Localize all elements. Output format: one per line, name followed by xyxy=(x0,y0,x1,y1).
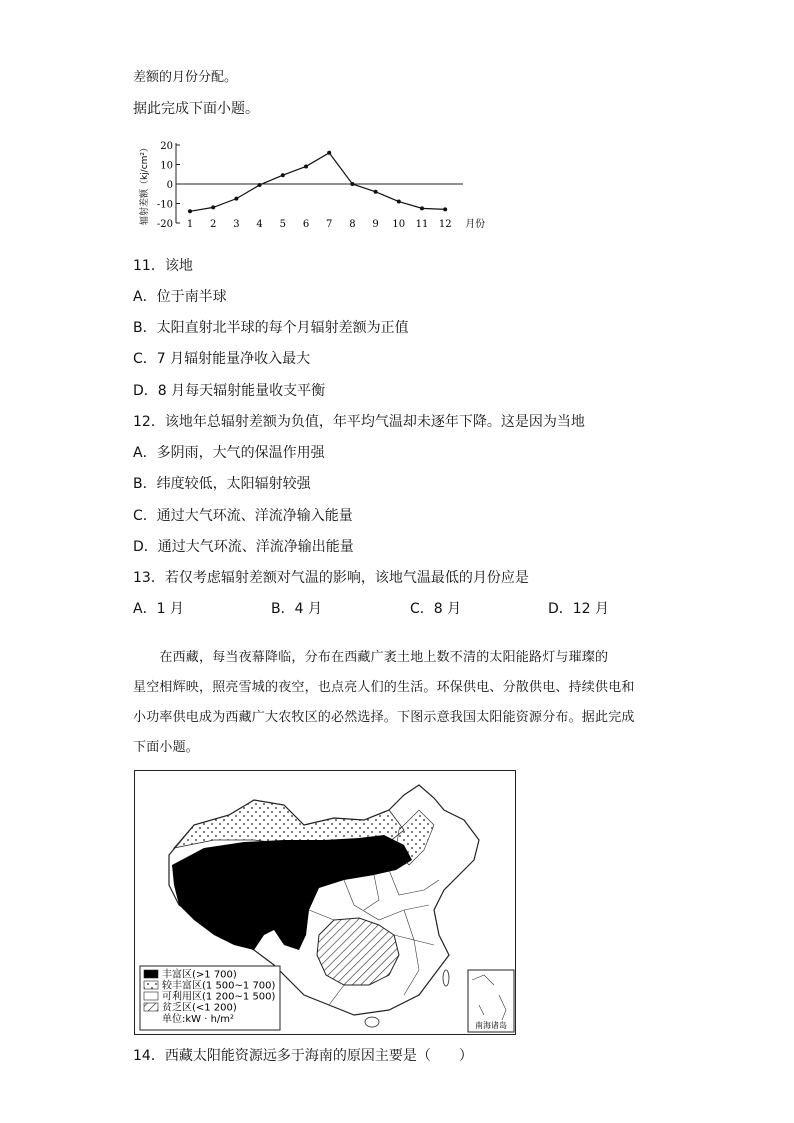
x-tick-label: 11 xyxy=(415,219,429,230)
x-axis-label: 月份 xyxy=(465,219,486,230)
legend-swatch-usable xyxy=(144,992,158,1000)
data-point xyxy=(281,173,285,177)
x-tick-label: 10 xyxy=(392,219,406,230)
q12-option-a[interactable]: A．多阴雨，大气的保温作用强 xyxy=(133,445,325,461)
y-tick-label: -20 xyxy=(156,219,173,230)
q14-stem: 14．西藏太阳能资源远多于海南的原因主要是（ ） xyxy=(133,1048,473,1064)
x-tick-label: 1 xyxy=(186,219,194,230)
y-axis-label: 辐射差额（kj/cm²） xyxy=(140,142,150,226)
passage-line-1: 在西藏，每当夜幕降临，分布在西藏广袤土地上数不清的太阳能路灯与璀璨的 xyxy=(133,650,609,665)
x-tick-label: 12 xyxy=(438,219,452,230)
radiation-balance-chart xyxy=(133,135,486,235)
data-point xyxy=(211,205,215,209)
q11-option-b[interactable]: B．太阳直射北半球的每个月辐射差额为正值 xyxy=(133,320,409,336)
series-line xyxy=(190,153,445,212)
taiwan-island xyxy=(443,970,449,986)
data-point xyxy=(350,182,354,186)
x-tick-label: 4 xyxy=(256,219,263,230)
x-tick-label: 7 xyxy=(326,219,333,230)
intro-instruction: 据此完成下面小题。 xyxy=(133,101,259,117)
map-legend xyxy=(140,966,280,1030)
hainan-island xyxy=(365,1017,379,1027)
x-tick-label: 5 xyxy=(279,219,286,230)
legend-rich: 丰富区(>1 700) xyxy=(162,969,237,981)
x-tick-label: 9 xyxy=(372,219,379,230)
data-point xyxy=(420,206,424,210)
q11-option-a[interactable]: A．位于南半球 xyxy=(133,289,227,305)
passage-line-3: 小功率供电成为西藏广大农牧区的必然选择。下图示意我国太阳能资源分布。据此完成 xyxy=(133,710,635,725)
data-point xyxy=(234,197,238,201)
data-point xyxy=(397,200,401,204)
q12-option-d[interactable]: D．通过大气环流、洋流净输出能量 xyxy=(133,539,354,555)
legend-poor: 贫乏区(<1 200) xyxy=(162,1002,237,1014)
y-tick-label: 20 xyxy=(160,141,173,152)
q11-option-c[interactable]: C．7 月辐射能量净收入最大 xyxy=(133,351,311,367)
y-tick-label: -10 xyxy=(156,199,173,211)
data-point xyxy=(188,209,192,213)
q11-stem: 11．该地 xyxy=(133,258,193,274)
data-point xyxy=(374,190,378,194)
y-tick-label: 0 xyxy=(166,180,173,191)
legend-swatch-poor xyxy=(144,1003,158,1011)
x-tick-label: 2 xyxy=(210,219,217,230)
legend-swatch-rich xyxy=(144,970,158,978)
passage xyxy=(133,643,665,763)
x-tick-label: 8 xyxy=(349,219,356,230)
data-point xyxy=(327,151,331,155)
data-point xyxy=(258,183,262,187)
y-tick-label: 10 xyxy=(160,160,173,172)
legend-usable: 可利用区(1 200~1 500) xyxy=(162,991,276,1003)
legend-unit: 单位:kW · h/m² xyxy=(162,1014,235,1025)
legend-rather-rich: 较丰富区(1 500~1 700) xyxy=(162,980,276,992)
q12-option-c[interactable]: C．通过大气环流、洋流净输入能量 xyxy=(133,508,353,524)
x-tick-label: 6 xyxy=(302,219,310,230)
data-point xyxy=(443,207,447,211)
q13-option-d[interactable]: D．12 月 xyxy=(548,601,610,617)
q12-stem: 12．该地年总辐射差额为负值，年平均气温却未逐年下降。这是因为当地 xyxy=(133,414,585,430)
q13-option-a[interactable]: A．1 月 xyxy=(133,601,184,617)
intro-tail: 差额的月份分配。 xyxy=(133,70,238,85)
passage-line-4: 下面小题。 xyxy=(133,740,200,755)
legend-swatch-rather-rich xyxy=(144,981,158,989)
data-point xyxy=(304,164,308,168)
q13-option-b[interactable]: B．4 月 xyxy=(271,601,322,617)
q13-option-c[interactable]: C．8 月 xyxy=(410,601,462,617)
inset-label: 南海诸岛 xyxy=(475,1021,507,1030)
china-solar-resource-map xyxy=(134,770,516,1035)
q11-option-d[interactable]: D．8 月每天辐射能量收支平衡 xyxy=(133,383,326,399)
q13-stem: 13．若仅考虑辐射差额对气温的影响，该地气温最低的月份应是 xyxy=(133,570,529,586)
passage-line-2: 星空相辉映，照亮雪城的夜空，也点亮人们的生活。环保供电、分散供电、持续供电和 xyxy=(133,680,635,695)
x-tick-label: 3 xyxy=(233,219,240,230)
q12-option-b[interactable]: B．纬度较低，太阳辐射较强 xyxy=(133,476,311,492)
